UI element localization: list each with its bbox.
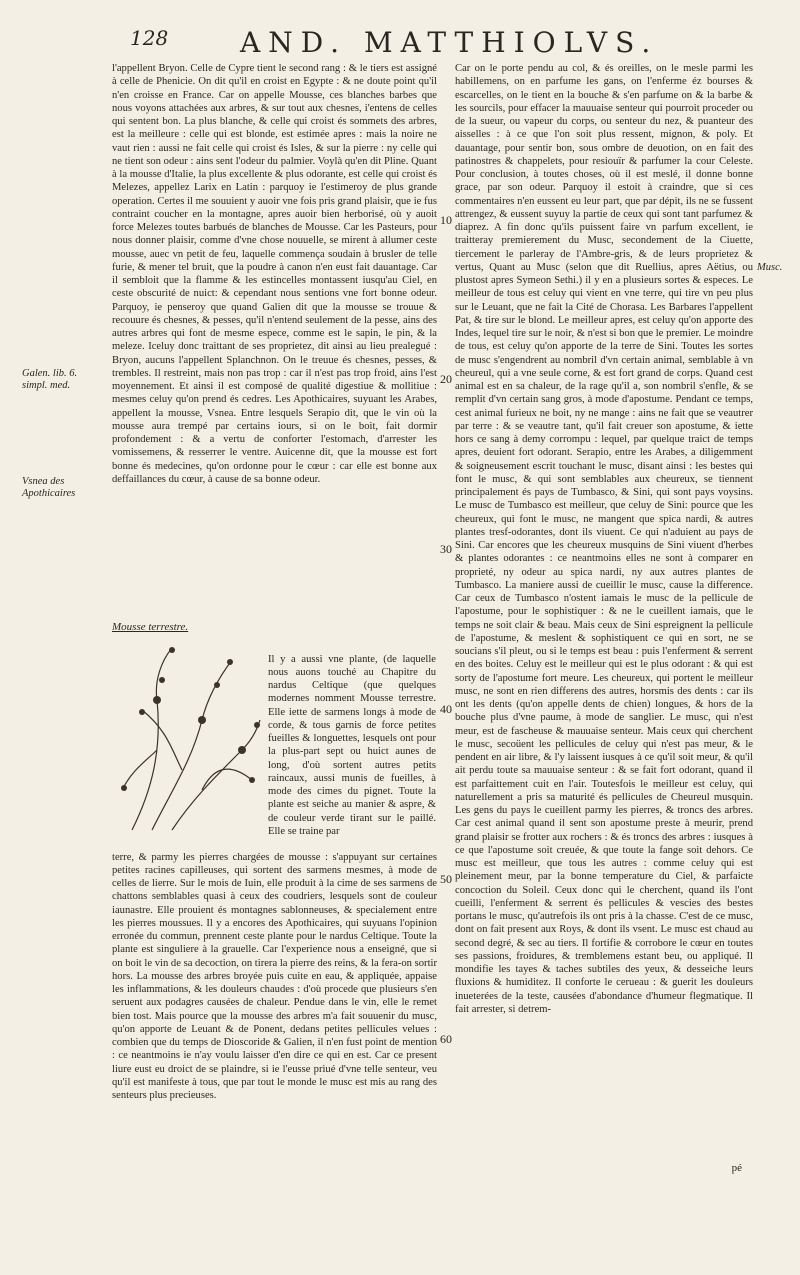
left-column-bottom	[112, 840, 437, 1113]
moss-plant-illustration	[112, 640, 262, 835]
left-column-top-text: l'appellent Bryon. Celle de Cypre tient le second rang : & le tiers est assigné à celle de Phenicie. On dit qu'il en croist en Egypte : & ne doute point qu'il n'en croisse en France. Car on appelle Mousse, ces blanches barbes que nous voyons attachées aux arbres, & sur tout aux chesnes, i'entens de celles qui sentent bon. La plus blanche, & celle qui croist és sommets des arbres, est la meilleure : celle qui est blonde, est estimée apres : mais la noire ne vaut rien : aussi ne fait celle qui croist és Isles, & sur la pierre : ny celle qui ne tient son odeur : ains sent l'odeur du palmier. Voylà qu'en dit Pline. Quant à la mousse d'Italie, la plus excellente & plus odorante, est celle qui croist és Melezes, appellez Larix en Latin : parquoy ie l'estimeroy de plus grande operation. Certes il me souuient y auoir vne fois pris grand plaisir, que ie fus contraint coucher en la montagne, apres auoir bien herborisé, où y auoit force Melezes toutes barbués de blanches de Mousse. Car les Pasteurs, pour nous donner plaisir, comme d'vne chose nouuelle, se mirent à allumer ceste mousse, auec vn petit de feu, laquelle commença soudain à brusler de telle furie, & mener tel bruit, que la poudre à canon n'en eust fait dauantage. Car il sembloit que la flamme & les estincelles montassent iusqu'au Ciel, en ceste obscurité de nuict: & cependant nous sentions vne fort bonne odeur. Parquoy, ie penseroy que quand Galien dit que la mousse se trouue & recouure és chesnes, & pesses, qu'il n'entend seulement de la pesse, ains des autres arbres qui font de mesme espece, comme est le sapin, le pin, & la meleze. Iceluy donc traittant de ses proprietez, dit ainsi au lieu prealegué : Bryon, aucuns l'appellent Splanchnon. On le treuue és chesnes, pesses, & trembles. Il restreint, mais non pas trop : car il n'est pas trop froid, ains l'est moyennement. Et ainsi il est composé de qualité digestiue & mollitiue : mesmes celuy qu'on prend és cedres. Les Apothicaires, suyuant les Arabes, appellent la mousse, Vsnea. Entre lesquels Serapio dit, que le vin où la mousse aura trempé par certains iours, si on le boit, fait dormir profondement : & a vertu de conforter l'estomach, d'arrester les vomissemens, & resserrer le ventre. Auicenne dit, que la mousse est fort bonne és medecines, qu'on ordonne pour le cœur : car elle est bonne aux deffaillances du cœur, à cause de sa bonne odeur.	[112, 63, 437, 485]
line-number-40: 40	[440, 702, 452, 716]
figure-caption: Mousse terrestre.	[112, 621, 189, 633]
right-column-text: Car on le porte pendu au col, & és oreilles, on le mesle parmi les habillemens, on en parfume les gans, on l'enferme éz bourses & escarcelles, on le tient en la bouche & s'en parfume on & la barbe & les sourcils, pour effacer la mauuaise senteur qui pourroit proceder ou de la sueur, ou vapeur du corps, ou senteur du nez, & puanteur des aisselles : à ce que l'on soit plus ressent, mignon, & poly. Et dauantage, pour sentir bon, sous ombre de deuotion, on en fait des patinostres & chappelets, pour resiouïr & parfumer la cour Celeste. Pour conclusion, à toutes choses, où il est meslé, il donne bonne grace, par son odeur. Parquoy il estoit à craindre, que si ces commentaires n'en eussent eu leur part, que par dépit, ils ne se fussent attrengez, & eussent suyuy la partie de ceux qui sont tant parfumez & diaprez. A fin donc qu'ils puissent faire vn parfum excellent, ie traitteray premierement du Musc, secondement de la Ciuette, tiercement le parleray de l'Ambre-gris, & de leurs proprietez & vertus, Quant au Musc (selon que dit Ruellius, apres Aëtius, ou plustost apres Symeon Sethi.) il y en a plusieurs sortes & especes. Le meilleur de tous est celuy qui vient en vne terre, qui tire vn peu plus sur le Leuant, que ne fait la Cité de Chorasa. Les Barbares l'appellent Pat, & tire sur le blond. Le meilleur apres, est celuy qu'on apporte des Indes, lequel tire sur le noir, & n'est si bon que le premier. Le moindre de tous, est celuy qu'on apporte de la terre de Sini. Toutes les sortes de musc s'engendrent au nombril d'vn certain animal, semblable à vn cheureul, qui a vne seule corne, & est fort grand de corps. Quand cest animal est en sa chaleur, de la rage qu'il a, son nombril s'enfle, & se remplit d'vn certain sang gros, à mode d'apostume. Pendant ce temps, cest animal furieux ne boit, ny ne mange : ains ne fait que se veautrer par terre : & se veautre tant, qu'il fait creuer son apostume, & iette hors ce sang à demy corrompu : lequel, par quelque traict de temps apres, deuient fort odorant. Serapio, entre les Arabes, a diligemment & soigneusement escrit touchant le musc, disant ainsi : les bestes qui font le musc, & qui sont semblables aux cheureux, se tiennent principalement és pays de Tumbasco, & Sini, qui sont pays voysins. Le musc de Tumbasco est meilleur, que celuy de Sini: pource que les cheureux, qui font le musc, ne mangent que spica nardi, & autres plantes tresf-odorantes, dont ils viuent. Ce qui n'aduient au pays de Sini. Car encores que les cheureux musquins de Sini viuent d'herbes & plantes odorantes : ce neantmoins elles ne sont à comparer en proprieté, ny odeur au spica nardi, ny aux autres plantes de Tumbasco. La maniere aussi de cueillir le musc, cause la difference. Car ceux de Tumbasco n'ostent iamais le musc de la pellicule de l'apostume, pour le sophistiquer : & ne le cueillent iamais, que le temps ne soit clair & beau. Mais ceux de Sini espreignent la pellicule de l'apostume, & meslent & sophistiquent ce qui en sort, ne se soucians s'il pleut, ou si le temps est beau : puis l'enferment & serrent en des boites. Celuy est le meilleur qui est le plus odorant : & qui est sorty de l'apostume fort meure. Les cheureux, qui portent le meilleur musc, ne sont en rien differens des autres, horsmis des dents : car ils ont les dents (qu'on appelle dents de chien) longues, & hors de la bouche plus d'vne paume, à mode de sanglier. Le musc, qui n'est meur, est de fascheuse & mauuaise senteur. Mais ceux qui cherchent le musc, secoüent les pellicules de celuy qui n'est pas meur, & le pendent en air libre, & l'y laissent iusques à ce qu'il soit meur, & qu'il ait perdu toute sa mauuaise senteur : & se fait fort odorant, quand il est parfaittement cuit en l'air. Toutesfois le meilleur est celuy, qui naturellement a pris sa maturité és pellicules de Cheureul musquin. Les gens du pays le cueillent parmy les pierres, & troncs des arbres. Car cest animal quand il sent son apostume preste à meurir, prend grand plaisir se frotter aux rochers : & és troncs des arbres : iusques à ce que l'apostume soit creuée, & que toute la fange soit dehors. Ce musc est meilleur, que tous les autres : comme celuy qui est pleinement meur, par la bonne temperature du Ciel, & parfaicte concoction du Soleil. Ceux donc qui le cherchent, quand ils l'ont cueilli, l'enferment & serrent és pellicules & vescies des bestes portans le musc, qu'autrefois ils ont pris à la chasse. C'est de ce musc, dont on fait present aux Roys, & dont ils vsent. Le musc est chaud au second degré, & sec au tiers. Il fortifie & corrobore le cœur en toutes ses passions, froidures, & tremblemens estant beu, ou appliqué. Il mondifie les tayes & taches subtiles des yeux, & desseiche leurs fluxions & humiditez. Il conforte le cerueau : & guerit les douleurs inueterées de la teste, causées d'abondance d'humeur flegmatique. Il fait arrester, si detrem-	[455, 63, 753, 1015]
left-column-top	[112, 62, 437, 486]
running-head: AND. MATTHIOLVS.	[240, 26, 659, 59]
left-column-beside-figure	[268, 642, 436, 849]
page-number: 128	[130, 26, 169, 50]
page-header	[40, 26, 760, 60]
left-column-bottom-text: terre, & parmy les pierres chargées de mousse : s'appuyant sur certaines petites racines capilleuses, qui sortent des sarmens mesmes, à mode de celles de lierre. Sur le mois de Iuin, elle produit à la cime de ses sarmens de chattons semblables quasi à ceux des coudriers, lesquels sont de couleur iaunastre. Elle prouient és montagnes sablonneuses, & specialement entre les pierres moussues. Il y a encores des Apothicaires, qui suyuans l'opinion erronée du commun, prennent ceste plante pour le nardus Celtique. Toute la plante est singuliere à la grauelle. Car l'experience nous a enseigné, que si on boit le vin de sa decoction, on tirera la pierre des reins, & la fera-on sortir hors. La mousse des arbres broyée puis cuite en eau, & appliquée, appaise les inflammations, & les douleurs chaudes : d'où procede que plusieurs s'en seruent aux podagres causées de chaleur. Pendue dans le vin, elle le remet bien tost. Mais pource que la mousse des arbres m'a fait souuenir du musc, qu'on apporte de Leuant & de Ponent, dedans petites pellicules velues : combien que du temps de Dioscoride & Galien, il n'en fust point de mention : ce neantmoins ie n'ay voulu laisser d'en dire ce qui en est. Car ce present liure eust eu droict de se plaindre, si ie l'eusse priué d'vne telle senteur, veu qu'il est manifeste à tous, que par tout le monde le musc est mis au rang des senteurs plus precieuses.	[112, 851, 437, 1102]
sidenote-galen: Galen. lib. 6. simpl. med.	[22, 368, 78, 391]
catchword: pé	[731, 1162, 742, 1174]
line-number-30: 30	[440, 542, 452, 556]
line-number-20: 20	[440, 372, 452, 386]
left-column-beside-figure-text: Il y a aussi vne plante, (de laquelle nous auons touché au Chapitre du nardus Celtique (que quelques modernes nomment Mousse terrestre. Elle iette de sarmens longs à mode de corde, & tous garnis de force petites fueilles & longuettes, lesquels ont pour la plus-part sept ou huict aunes de long, d'où sortent autres petits raincaux, aussi munis de fueilles, à mode des cimes du pignet. Toute la plante est seiche au manier & aspre, & de couleur verde tirant sur le paillé. Elle se traine par	[268, 653, 436, 837]
sidenote-musc: Musc.	[757, 262, 783, 273]
line-number-50: 50	[440, 872, 452, 886]
line-number-10: 10	[440, 213, 452, 227]
line-number-60: 60	[440, 1032, 452, 1046]
right-column	[455, 62, 753, 1016]
sidenote-usnea: Vsnea des Apothicaires	[22, 476, 76, 499]
